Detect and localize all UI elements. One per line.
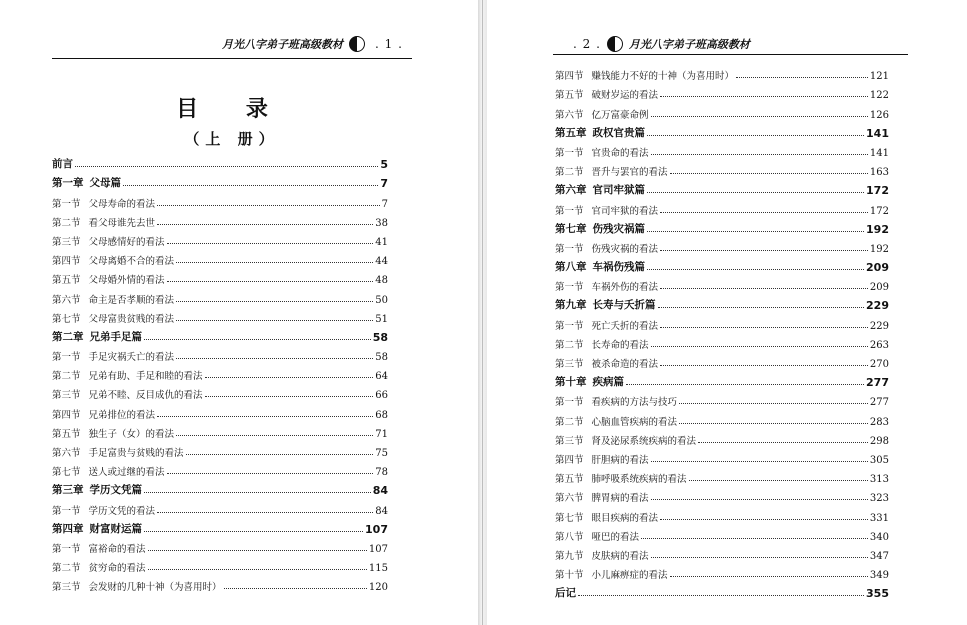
toc-entry-label: 送人或过继的看法 (88, 467, 165, 479)
toc-section-row (52, 459, 388, 478)
toc-section-row (555, 447, 889, 466)
toc-entry-page: 44 (375, 256, 388, 268)
toc-section-row (52, 229, 388, 248)
toc-entry-label: 肺呼吸系统疾病的看法 (591, 474, 687, 486)
toc-entry-label: 前言 (52, 158, 73, 171)
toc-entry-number: 第二节 (52, 371, 81, 383)
toc-section-row (555, 159, 889, 178)
toc-entry-page: 277 (869, 397, 889, 409)
toc-entry-label: 学历文凭的看法 (88, 505, 156, 517)
toc-list-left (52, 152, 388, 593)
dot-leader (689, 479, 868, 481)
toc-entry-number: 第五节 (555, 90, 584, 102)
toc-entry-label: 破财岁运的看法 (591, 90, 659, 102)
toc-entry-page: 141 (869, 147, 889, 159)
toc-chapter-row (555, 217, 889, 236)
toc-entry-label: 哑巴的看法 (591, 531, 640, 543)
toc-entry-page: 298 (869, 435, 889, 447)
toc-entry-label: 伤残灾祸篇 (592, 222, 645, 235)
toc-entry-page: 50 (375, 294, 388, 306)
toc-section-row (555, 389, 889, 408)
toc-section-row (555, 332, 889, 351)
toc-entry-label: 兄弟不睦、反目成仇的看法 (88, 390, 203, 402)
toc-entry-label: 命主是否孝顺的看法 (88, 294, 175, 306)
toc-entry-page: 5 (380, 158, 388, 172)
toc-entry-number: 第七节 (52, 313, 81, 325)
toc-entry-page: 192 (869, 243, 889, 255)
toc-entry-page: 313 (869, 474, 889, 486)
toc-entry-page: 331 (869, 512, 889, 524)
toc-chapter-row (555, 370, 889, 389)
dot-leader (647, 191, 864, 193)
toc-section-row (52, 401, 388, 420)
toc-entry-number: 第二节 (555, 339, 584, 351)
book-gutter (478, 0, 487, 625)
dot-leader (641, 537, 868, 539)
toc-entry-number: 第十章 (555, 376, 587, 389)
dot-leader (148, 568, 367, 570)
toc-entry-number: 第三节 (52, 390, 81, 402)
dot-leader (660, 95, 868, 97)
toc-entry-number: 第一节 (52, 352, 81, 364)
dot-leader (647, 268, 864, 270)
dot-leader (679, 402, 868, 404)
dot-leader (205, 395, 374, 397)
toc-entry-label: 死亡夭折的看法 (591, 320, 659, 332)
toc-entry-label: 车祸外伤的看法 (591, 282, 659, 294)
dot-leader (157, 223, 373, 225)
toc-entry-label: 贫穷命的看法 (88, 563, 146, 575)
toc-entry-label: 长寿命的看法 (591, 339, 649, 351)
toc-entry-page: 122 (869, 90, 889, 102)
toc-entry-page: 163 (869, 167, 889, 179)
toc-entry-label: 兄弟手足篇 (89, 330, 142, 343)
dot-leader (660, 326, 868, 328)
right-header-title: 月光八字弟子班高级教材 (628, 38, 750, 51)
toc-entry-page: 347 (869, 550, 889, 562)
toc-entry-page: 115 (368, 563, 388, 575)
dot-leader (157, 415, 373, 417)
toc-entry-number: 第二节 (52, 217, 81, 229)
toc-entry-label: 心脑血管疾病的看法 (591, 416, 678, 428)
toc-entry-label: 肾及泌尿系统疾病的看法 (591, 435, 697, 447)
toc-entry-page: 75 (375, 448, 388, 459)
toc-subtitle: （上 册） (184, 130, 280, 148)
toc-section-row (555, 197, 889, 216)
left-header-title: 月光八字弟子班高级教材 (222, 38, 343, 51)
dot-leader (651, 498, 868, 500)
left-page (0, 0, 478, 625)
toc-entry-label: 父母富贵贫贱的看法 (88, 313, 175, 325)
toc-section-row (52, 267, 388, 286)
dot-leader (176, 434, 373, 436)
toc-entry-number: 第二章 (52, 330, 84, 343)
toc-entry-page: 172 (866, 184, 889, 198)
dot-leader (658, 306, 865, 308)
toc-entry-page: 229 (866, 299, 889, 313)
toc-entry-number: 第五节 (52, 275, 81, 287)
toc-entry-number: 第一节 (555, 147, 584, 159)
toc-entry-label: 财富财运篇 (89, 522, 142, 535)
toc-entry-number: 第五节 (52, 428, 81, 440)
toc-entry-label: 皮肤病的看法 (591, 550, 649, 562)
toc-entry-label: 晋升与罢官的看法 (591, 167, 668, 179)
dot-leader (224, 587, 367, 589)
toc-entry-page: 64 (375, 371, 388, 383)
dot-leader (186, 453, 374, 455)
toc-entry-page: 38 (375, 217, 388, 229)
toc-entry-page: 172 (869, 205, 889, 217)
toc-entry-page: 7 (381, 198, 388, 210)
toc-entry-label: 车祸伤残篇 (592, 261, 645, 274)
toc-entry-number: 第一节 (555, 243, 584, 255)
toc-entry-number: 第七节 (555, 512, 584, 524)
toc-entry-label: 兄弟有助、手足和睦的看法 (88, 371, 203, 383)
toc-entry-page: 107 (368, 543, 388, 555)
dot-leader (144, 530, 363, 532)
toc-entry-page: 58 (375, 352, 388, 364)
toc-entry-page: 84 (372, 484, 388, 498)
toc-entry-label: 看疾病的方法与技巧 (591, 397, 678, 409)
dot-leader (144, 338, 371, 340)
toc-section-row (555, 408, 889, 427)
dot-leader (670, 172, 868, 174)
toc-chapter-row (52, 478, 388, 497)
toc-entry-page: 209 (866, 261, 889, 275)
left-header-rule (52, 58, 412, 59)
toc-entry-page: 84 (375, 505, 388, 517)
toc-entry-label: 父母婚外情的看法 (88, 275, 165, 287)
toc-section-row (555, 504, 889, 523)
toc-entry-number: 第一章 (52, 177, 84, 190)
toc-entry-label: 官司牢狱的看法 (591, 205, 659, 217)
right-header (567, 33, 750, 55)
toc-chapter-row (555, 121, 889, 140)
dot-leader (736, 76, 868, 78)
toc-entry-number: 第九章 (555, 299, 587, 312)
toc-section-row (52, 382, 388, 401)
toc-entry-page: 340 (869, 531, 889, 543)
toc-section-row (555, 524, 889, 543)
dot-leader (698, 441, 868, 443)
toc-entry-number: 第一节 (52, 505, 81, 517)
toc-entry-label: 肝胆病的看法 (591, 454, 649, 466)
toc-entry-label: 独生子（女）的看法 (88, 428, 175, 440)
dot-leader (144, 491, 371, 493)
dot-leader (205, 376, 374, 378)
dot-leader (123, 184, 378, 186)
toc-section-row (52, 574, 388, 593)
toc-entry-label: 父母感情好的看法 (88, 236, 165, 248)
toc-entry-page: 58 (372, 330, 388, 344)
toc-section-row (555, 543, 889, 562)
toc-entry-page: 66 (375, 390, 388, 402)
toc-section-row (52, 555, 388, 574)
dot-leader (176, 261, 373, 263)
toc-entry-page: 68 (375, 409, 388, 421)
toc-section-row (555, 236, 889, 255)
toc-entry-number: 第一节 (52, 198, 81, 210)
dot-leader (578, 594, 864, 596)
left-page-number: . 1 . (375, 37, 403, 51)
dot-leader (660, 211, 868, 213)
toc-entry-number: 第五章 (555, 126, 587, 139)
toc-entry-page: 78 (375, 467, 388, 479)
toc-entry-number: 第七章 (555, 222, 587, 235)
toc-title: 目 录 (176, 97, 288, 122)
toc-chapter-row (52, 325, 388, 344)
toc-entry-label: 眼目疾病的看法 (591, 512, 659, 524)
toc-section-row (52, 190, 388, 209)
toc-entry-number: 第三节 (555, 359, 584, 370)
toc-entry-number: 第五节 (555, 474, 584, 486)
toc-section-row (555, 351, 889, 370)
dot-leader (660, 518, 868, 520)
dot-leader (660, 364, 868, 366)
dot-leader (167, 472, 374, 474)
toc-section-row (555, 82, 889, 101)
dot-leader (670, 575, 868, 577)
dot-leader (651, 556, 868, 558)
dot-leader (167, 242, 374, 244)
toc-entry-label: 后记 (555, 587, 576, 600)
dot-leader (148, 549, 367, 551)
toc-entry-label: 手足灾祸夭亡的看法 (88, 352, 175, 364)
toc-entry-number: 第四节 (52, 256, 81, 268)
toc-section-row (555, 63, 889, 82)
toc-entry-number: 第六节 (555, 109, 584, 121)
toc-entry-label: 兄弟排位的看法 (88, 409, 156, 421)
toc-entry-label: 疾病篇 (592, 376, 624, 389)
toc-section-row (555, 101, 889, 120)
toc-entry-number: 第三节 (555, 435, 584, 447)
toc-entry-number: 第三节 (52, 236, 81, 248)
toc-chapter-row (555, 255, 889, 274)
dot-leader (660, 287, 868, 289)
toc-entry-number: 第四节 (555, 454, 584, 466)
toc-chapter-row (555, 178, 889, 197)
toc-entry-number: 第六节 (52, 448, 81, 459)
toc-entry-number: 第二节 (555, 167, 584, 179)
toc-entry-label: 父母寿命的看法 (88, 198, 156, 210)
dot-leader (75, 165, 378, 167)
toc-chapter-row (52, 517, 388, 536)
toc-entry-page: 349 (869, 570, 889, 582)
toc-entry-page: 277 (866, 376, 889, 390)
toc-entry-page: 305 (869, 454, 889, 466)
toc-entry-page: 192 (866, 222, 889, 236)
toc-entry-label: 官司牢狱篇 (592, 184, 645, 197)
toc-entry-number: 第四章 (52, 522, 84, 535)
toc-entry-label: 伤残灾祸的看法 (591, 243, 659, 255)
toc-entry-page: 41 (375, 236, 388, 248)
toc-entry-label: 政权官贵篇 (592, 126, 645, 139)
toc-section-row (52, 286, 388, 305)
toc-entry-label: 手足富贵与贫贱的看法 (88, 448, 184, 459)
dot-leader (176, 357, 373, 359)
toc-entry-number: 第七节 (52, 467, 81, 479)
right-header-rule (553, 54, 908, 55)
toc-entry-label: 长寿与夭折篇 (592, 299, 656, 312)
dot-leader (651, 115, 868, 117)
toc-entry-page: 71 (375, 428, 388, 440)
toc-entry-number: 第三章 (52, 484, 84, 497)
toc-entry-page: 7 (380, 177, 388, 191)
toc-entry-label: 看父母谁先去世 (88, 217, 156, 229)
toc-entry-number: 第六节 (555, 493, 584, 505)
toc-entry-label: 富裕命的看法 (88, 543, 146, 555)
toc-section-row (555, 140, 889, 159)
dot-leader (176, 300, 373, 302)
toc-section-row (52, 306, 388, 325)
dot-leader (647, 134, 864, 136)
toc-entry-number: 第一节 (555, 320, 584, 332)
yin-yang-icon (607, 36, 623, 52)
toc-entry-number: 第一节 (555, 205, 584, 217)
dot-leader (157, 204, 380, 206)
toc-entry-label: 赚钱能力不好的十神（为喜用时） (591, 71, 735, 83)
toc-entry-page: 323 (869, 493, 889, 505)
toc-chapter-row (52, 171, 388, 190)
toc-entry-page: 121 (869, 71, 889, 83)
toc-entry-page: 263 (869, 339, 889, 351)
toc-entry-label: 学历文凭篇 (89, 484, 142, 497)
toc-entry-page: 355 (866, 587, 889, 601)
dot-leader (157, 511, 373, 513)
toc-entry-number: 第二节 (52, 563, 81, 575)
dot-leader (167, 280, 374, 282)
yin-yang-icon (349, 36, 365, 52)
toc-section-row (555, 312, 889, 331)
toc-entry-label: 被杀命造的看法 (591, 359, 659, 370)
dot-leader (679, 422, 868, 424)
toc-entry-number: 第一节 (555, 282, 584, 294)
left-header (222, 33, 409, 55)
dot-leader (647, 230, 864, 232)
toc-entry-number: 第一节 (52, 543, 81, 555)
toc-entry-number: 第八节 (555, 531, 584, 543)
toc-entry-label: 官贵命的看法 (591, 147, 649, 159)
toc-section-row (52, 344, 388, 363)
toc-section-row (555, 428, 889, 447)
dot-leader (176, 319, 373, 321)
toc-entry-page: 141 (866, 126, 889, 140)
toc-entry-number: 第六节 (52, 294, 81, 306)
toc-section-row (52, 248, 388, 267)
toc-entry-label: 父母篇 (89, 177, 121, 190)
dot-leader (651, 345, 868, 347)
toc-entry-page: 51 (375, 313, 388, 325)
toc-entry-label: 脾胃病的看法 (591, 493, 649, 505)
toc-entry-number: 第九节 (555, 550, 584, 562)
toc-entry-number: 第八章 (555, 261, 587, 274)
toc-entry-label: 父母离婚不合的看法 (88, 256, 175, 268)
toc-entry-label: 亿万富豪命例 (591, 109, 649, 121)
toc-chapter-row (52, 152, 388, 171)
toc-section-row (52, 497, 388, 516)
toc-section-row (555, 562, 889, 581)
toc-entry-page: 229 (869, 320, 889, 332)
toc-section-row (555, 485, 889, 504)
toc-section-row (52, 536, 388, 555)
dot-leader (626, 383, 864, 385)
dot-leader (660, 249, 868, 251)
toc-entry-number: 第二节 (555, 416, 584, 428)
toc-entry-number: 第四节 (52, 409, 81, 421)
toc-entry-label: 会发财的几种十神（为喜用时） (88, 582, 222, 594)
toc-entry-number: 第一节 (555, 397, 584, 409)
toc-entry-page: 126 (869, 109, 889, 121)
toc-section-row (52, 210, 388, 229)
toc-section-row (555, 274, 889, 293)
toc-chapter-row (555, 293, 889, 312)
right-page (487, 0, 967, 625)
toc-entry-number: 第四节 (555, 71, 584, 83)
toc-section-row (52, 421, 388, 440)
toc-section-row (52, 440, 388, 459)
dot-leader (651, 153, 868, 155)
toc-entry-page: 270 (869, 359, 889, 370)
toc-entry-number: 第六章 (555, 184, 587, 197)
toc-section-row (555, 466, 889, 485)
toc-entry-number: 第三节 (52, 582, 81, 594)
toc-section-row (52, 363, 388, 382)
toc-chapter-row (555, 581, 889, 600)
dot-leader (651, 460, 868, 462)
toc-entry-page: 48 (375, 275, 388, 287)
toc-entry-page: 209 (869, 282, 889, 294)
toc-entry-page: 107 (365, 522, 388, 536)
toc-entry-label: 小儿麻痹症的看法 (591, 570, 668, 582)
toc-entry-page: 283 (869, 416, 889, 428)
right-page-number: . 2 . (573, 37, 601, 51)
toc-entry-page: 120 (368, 582, 388, 594)
toc-entry-number: 第十节 (555, 570, 584, 582)
toc-list-right (555, 63, 889, 600)
